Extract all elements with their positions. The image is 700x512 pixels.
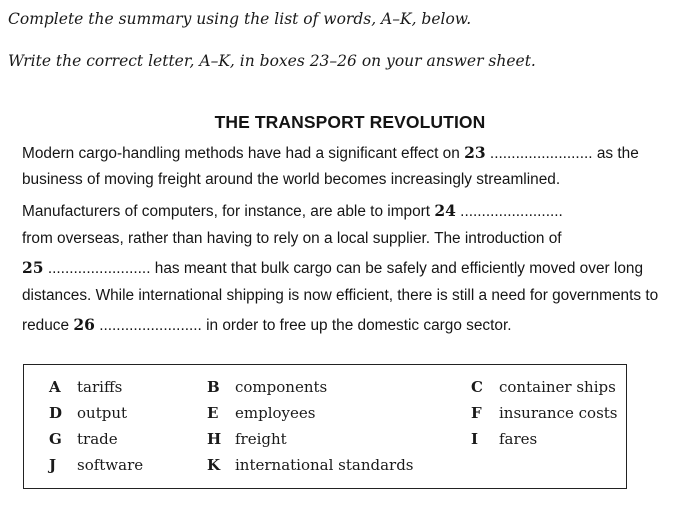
word-option-i — [471, 430, 537, 448]
instruction-complete-summary: Complete the summary using the list of words, A–K, below. — [8, 10, 472, 28]
summary-line-5 — [22, 258, 643, 278]
question-number-26: 26 — [73, 315, 95, 334]
option-word: fares — [499, 430, 538, 448]
summary-text: reduce — [22, 317, 74, 334]
summary-line-3 — [22, 201, 563, 221]
word-option-j — [49, 456, 143, 474]
instruction-write-letter: Write the correct letter, A–K, in boxes 23–26 on your answer sheet. — [8, 52, 536, 70]
word-option-c — [471, 378, 616, 396]
answer-gap-26: ........................ — [94, 317, 207, 334]
question-number-23: 23 — [464, 143, 486, 162]
word-option-f — [471, 404, 618, 422]
word-option-d — [49, 404, 127, 422]
summary-line-7 — [22, 315, 512, 335]
summary-line-4: from overseas, rather than having to rely on a local supplier. The introduction of — [22, 230, 562, 247]
question-number-25: 25 — [22, 258, 44, 277]
word-option-h — [207, 430, 287, 448]
option-letter: K — [207, 456, 221, 474]
summary-title: THE TRANSPORT REVOLUTION — [214, 112, 486, 132]
option-word: software — [77, 456, 144, 474]
summary-line-6: distances. While international shipping is now efficient, there is still a need for governments to — [22, 287, 659, 304]
option-word: container ships — [499, 378, 616, 396]
option-word: tariffs — [77, 378, 123, 396]
option-word: components — [235, 378, 328, 396]
option-word: international standards — [235, 456, 414, 474]
option-letter: E — [207, 404, 219, 422]
word-list-box — [23, 364, 627, 489]
option-letter: B — [207, 378, 220, 396]
word-option-e — [207, 404, 315, 422]
answer-gap-25: ........................ — [43, 260, 155, 277]
answer-gap-23: ........................ — [485, 145, 597, 162]
option-letter: C — [471, 378, 483, 396]
option-letter: H — [207, 430, 222, 448]
word-option-b — [207, 378, 327, 396]
summary-text: Manufacturers of computers, for instance, are able to import — [22, 203, 435, 220]
summary-line-1 — [22, 143, 639, 163]
question-number-24: 24 — [434, 201, 456, 220]
option-letter: A — [49, 378, 61, 396]
summary-text: in order to free up the domestic cargo sector. — [206, 317, 512, 334]
option-letter: F — [471, 404, 482, 422]
option-word: employees — [235, 404, 316, 422]
summary-text: has meant that bulk cargo can be safely and efficiently moved over long — [154, 260, 643, 277]
summary-line-2: business of moving freight around the world becomes increasingly streamlined. — [22, 171, 561, 188]
option-letter: I — [471, 430, 479, 448]
option-word: insurance costs — [499, 404, 618, 422]
word-option-k — [207, 456, 414, 474]
option-word: trade — [77, 430, 118, 448]
option-letter: J — [49, 456, 57, 474]
option-word: output — [77, 404, 128, 422]
summary-text: as the — [596, 145, 639, 162]
word-option-a — [49, 378, 122, 396]
option-letter: D — [49, 404, 63, 422]
word-option-g — [49, 430, 118, 448]
answer-gap-24: ........................ — [455, 203, 563, 220]
option-letter: G — [49, 430, 62, 448]
option-word: freight — [235, 430, 287, 448]
summary-text: Modern cargo-handling methods have had a significant effect on — [22, 145, 465, 162]
